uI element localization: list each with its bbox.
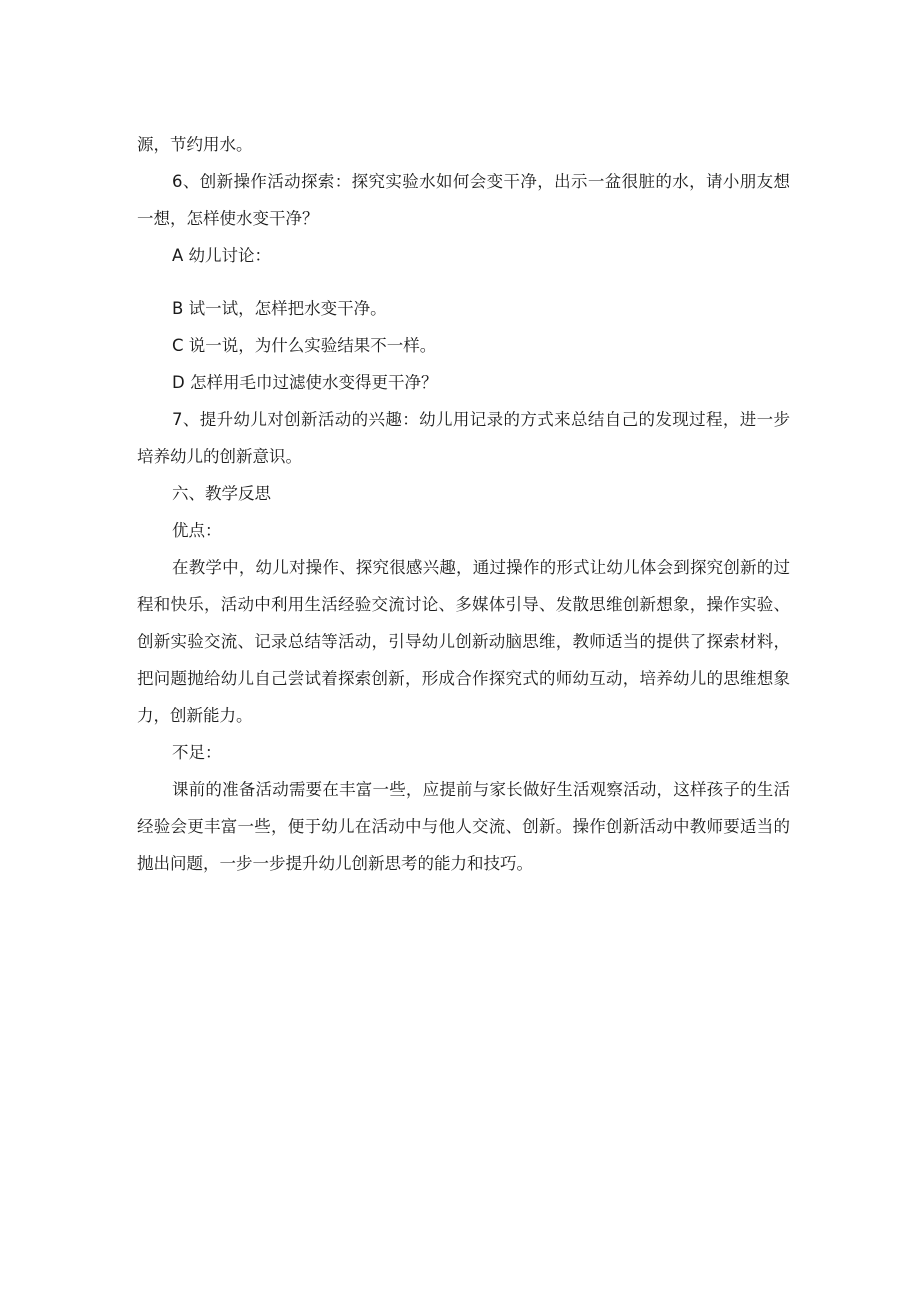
document-body [137,126,790,882]
paragraph-step-c: C 说一说，为什么实验结果不一样。 [172,336,437,355]
paragraph-step-a: A 幼儿讨论： [172,246,272,265]
paragraph-continuation: 源，节约用水。 [137,135,253,154]
paragraph-strengths: 在教学中，幼儿对操作、探究很感兴趣，通过操作的形式让幼儿体会到探究创新的过程和快乐，活动中利用生活经验交流讨论、多媒体引导、发散思维创新想象，操作实验、创新实验交流、记录总结等活动，引导幼儿创新动脑思维，教师适当的提供了探索材料，把问题抛给幼儿自己尝试着探索创新，形成合作探究式的师幼互动，培养幼儿的思维想象力，创新能力。 [137,558,790,725]
subheading-strengths: 优点： [172,521,222,540]
paragraph-step-6: 6、创新操作活动探索：探究实验水如何会变干净，出示一盆很脏的水，请小朋友想一想，怎样使水变干净？ [137,172,790,228]
subheading-weaknesses: 不足： [172,743,222,762]
section-heading-reflection: 六、教学反思 [172,484,271,503]
paragraph-step-7: 7、提升幼儿对创新活动的兴趣：幼儿用记录的方式来总结自己的发现过程，进一步培养幼儿的创新意识。 [137,410,790,466]
paragraph-step-d: D 怎样用毛巾过滤使水变得更干净？ [172,373,438,392]
paragraph-weaknesses: 课前的准备活动需要在丰富一些，应提前与家长做好生活观察活动，这样孩子的生活经验会更丰富一些，便于幼儿在活动中与他人交流、创新。操作创新活动中教师要适当的抛出问题，一步一步提升幼儿创新思考的能力和技巧。 [137,780,790,873]
paragraph-step-b: B 试一试，怎样把水变干净。 [172,299,387,318]
